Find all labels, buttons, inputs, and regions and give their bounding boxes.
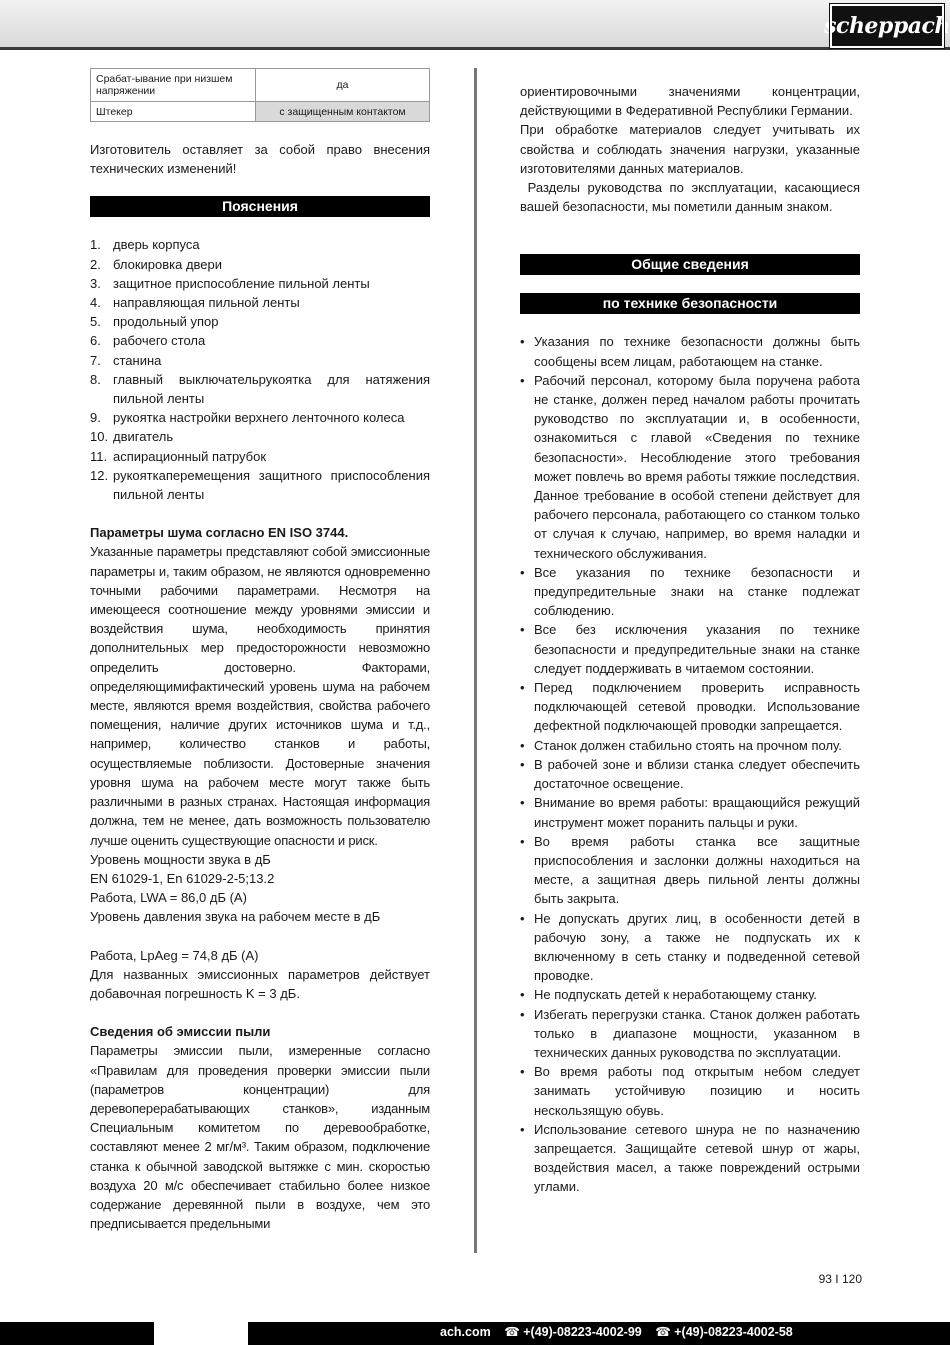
spec-label: Срабат-ывание при низшем напряжении bbox=[91, 69, 256, 102]
left-column bbox=[90, 68, 430, 1233]
list-item: • В рабочей зоне и вблизи станка следует обеспечить достаточное освещение. bbox=[520, 755, 860, 793]
legend-item bbox=[90, 466, 430, 504]
legend-item bbox=[90, 331, 430, 350]
legend-text: рукоятка настройки верхнего ленточного колеса bbox=[113, 410, 405, 426]
legend-text: направляющая пильной ленты bbox=[113, 295, 300, 311]
general-info-title: Общие сведения bbox=[520, 254, 860, 275]
right-column bbox=[520, 82, 864, 1197]
legend-list bbox=[90, 235, 430, 504]
legend-number: 3. bbox=[90, 275, 101, 291]
legend-number: 10. bbox=[90, 429, 109, 445]
legend-item bbox=[90, 255, 430, 274]
noise-tolerance: Для названных эмиссионных параметров действует добавочная погрешность K = 3 дБ. bbox=[90, 966, 430, 1001]
legend-number: 9. bbox=[90, 410, 101, 426]
list-item: • Все указания по технике безопасности и предупредительные знаки на станке подлежат соблюдению. bbox=[520, 563, 860, 621]
spec-value: с защищенным контактом bbox=[256, 102, 430, 122]
safety-marked-text: Разделы руководства по эксплуатации, касающиеся вашей безопасности, мы пометили данным знаком. bbox=[520, 180, 864, 215]
legend-item bbox=[90, 408, 430, 427]
legend-text: защитное приспособление пильной ленты bbox=[113, 275, 370, 291]
list-item: • Не допускать других лиц, в особенности детей в рабочую зону, а также не подпускать их к включенному в сеть станку и подведенной сетевой проводке. bbox=[520, 909, 860, 986]
noise-line: Работа, LWA = 86,0 дБ (A) bbox=[90, 890, 247, 906]
list-item: • Перед подключением проверить исправность подключающей сетевой проводки. Использование дефектной подключающей проводки запрещается. bbox=[520, 678, 860, 736]
materials-text: При обработке материалов следует учитывать их свойства и соблюдать значения нагрузки, указанные изготовителями данных материалов. bbox=[520, 122, 860, 176]
list-item: • Рабочий персонал, которому была поручена работа не станке, должен перед началом работы прочитать руководство по эксплуатации и, в особенности, ознакомиться с главой «Сведения по технике безопасности». Несоблюдение этого требования может повлечь во время работы тяжкие последствия. Данное требование в особой степени действует для рабочего персонала, работающего со станком только от случая к случаю, например, во время наладки и технического обслуживания. bbox=[520, 371, 860, 563]
legend-text: станина bbox=[113, 352, 162, 368]
list-item: • Во время работы под открытым небом следует занимать устойчивую позицию и носить нескользящую обувь. bbox=[520, 1062, 860, 1120]
legend-number: 2. bbox=[90, 256, 101, 272]
footer-phone: ☎ +(49)-08223-4002-99 bbox=[504, 1325, 642, 1339]
list-item: • Не подпускать детей к неработающему станку. bbox=[520, 985, 860, 1004]
list-item: • Во время работы станка все защитные приспособления и заслонки должны находиться на месте, а защитная дверь пильной ленты должны быть закрыта. bbox=[520, 832, 860, 909]
table-row bbox=[91, 102, 430, 122]
legend-number: 1. bbox=[90, 237, 101, 253]
dust-heading: Сведения об эмиссии пыли bbox=[90, 1024, 271, 1040]
safety-bullet-list bbox=[520, 332, 860, 1196]
noise-work: Работа, LpAeg = 74,8 дБ (A) bbox=[90, 947, 259, 963]
list-item: • Внимание во время работы: вращающийся режущий инструмент может поранить пальцы и руки. bbox=[520, 793, 860, 831]
list-item: • Станок должен стабильно стоять на прочном полу. bbox=[520, 736, 860, 755]
legend-text: аспирационный патрубок bbox=[113, 448, 267, 464]
legend-number: 5. bbox=[90, 314, 101, 330]
legend-text: двигатель bbox=[113, 429, 174, 445]
legend-item bbox=[90, 274, 430, 293]
noise-line: Уровень давления звука на рабочем месте в дБ bbox=[90, 909, 381, 925]
footer-website: ach.com bbox=[440, 1325, 491, 1339]
noise-line: EN 61029-1, En 61029-2-5;13.2 bbox=[90, 870, 275, 886]
legend-number: 12. bbox=[90, 467, 109, 483]
list-item: • Указания по технике безопасности должны быть сообщены всем лицам, работающем на станке. bbox=[520, 332, 860, 370]
legend-text: главный выключательрукоятка для натяжения пильной ленты bbox=[113, 371, 430, 407]
spec-label: Штекер bbox=[91, 102, 256, 122]
legend-item bbox=[90, 235, 430, 254]
noise-line: Уровень мощности звука в дБ bbox=[90, 851, 271, 867]
legend-item bbox=[90, 351, 430, 370]
legend-item bbox=[90, 427, 430, 446]
table-row bbox=[91, 69, 430, 102]
spec-table bbox=[90, 68, 430, 122]
noise-heading: Параметры шума согласно EN ISO 3744. bbox=[90, 525, 349, 541]
noise-text: Указанные параметры представляют собой эмиссионные параметры и, таким образом, не являются одновременно точными рабочими параметрами. Несмотря на имеющееся соотношение между уровнями эмиссии и воздействия шума, необходимость принятия дополнительных мер предосторожности невозможно определить достоверно. Факторами, определяющимифактический уровень шума на рабочем месте, являются время воздействия, свойства рабочего помещения, наличие других источников шума и т.д., например, количество станков и работы, осуществляемые поблизости. Достоверные значения уровня шума на рабочем месте могут также быть различными в разных странах. Настоящая информация должна, тем не менее, дать возможность пользователю лучше оценить существующие опасности и риск. bbox=[90, 544, 430, 848]
legend-number: 4. bbox=[90, 295, 101, 311]
dust-text: Параметры эмиссии пыли, измеренные согласно «Правилам для проведения проверки эмиссии пыли (параметров концентрации) для деревоперерабатывающих станков», изданным Специальным комитетом по деревообработке, составляют менее 2 мг/м³. Таким образом, подключение станка к обычной заводской вытяжке с мин. скоростью воздуха 20 м/с обеспечивает стабильно более низкое содержание деревянной пыли в воздухе, чем это предписывается предельными bbox=[90, 1043, 430, 1232]
list-item: • Все без исключения указания по технике безопасности и предупредительные знаки на станке следует поддерживать в читаемом состоянии. bbox=[520, 620, 860, 678]
legend-item bbox=[90, 312, 430, 331]
legend-number: 8. bbox=[90, 371, 101, 387]
explanations-title: Пояснения bbox=[90, 196, 430, 217]
legend-text: продольный упор bbox=[113, 314, 219, 330]
continuation-text: ориентировочными значениями концентрации, действующими в Федеративной Республики Германии. bbox=[520, 84, 860, 119]
page-number: 93 I 120 bbox=[818, 1272, 862, 1286]
legend-text: рукояткаперемещения защитного приспособления пильной ленты bbox=[113, 467, 430, 503]
spec-value: да bbox=[256, 69, 430, 102]
legend-item bbox=[90, 447, 430, 466]
list-item: • Использование сетевого шнура не по назначению запрещается. Защищайте сетевой шнур от жары, воздействия масел, а также повреждений острыми углами. bbox=[520, 1120, 860, 1197]
footer-gap bbox=[154, 1322, 248, 1345]
legend-item bbox=[90, 293, 430, 312]
legend-number: 6. bbox=[90, 333, 101, 349]
legend-item bbox=[90, 370, 430, 408]
legend-number: 11. bbox=[90, 448, 108, 464]
legend-number: 7. bbox=[90, 352, 101, 368]
legend-text: дверь корпуса bbox=[113, 237, 200, 253]
column-divider bbox=[474, 68, 477, 1253]
list-item: • Избегать перегрузки станка. Станок должен работать только в диапазоне мощности, указанном в технических данных руководства по эксплуатации. bbox=[520, 1005, 860, 1063]
legend-text: блокировка двери bbox=[113, 256, 223, 272]
page-header bbox=[0, 0, 950, 50]
tech-changes-note: Изготовитель оставляет за собой право внесения технических изменений! bbox=[90, 142, 430, 177]
footer-fax: ☎ +(49)-08223-4002-58 bbox=[655, 1325, 793, 1339]
footer-contacts bbox=[440, 1322, 803, 1345]
safety-title: по технике безопасности bbox=[520, 293, 860, 314]
legend-text: рабочего стола bbox=[113, 333, 206, 349]
brand-logo: scheppach bbox=[830, 4, 944, 48]
